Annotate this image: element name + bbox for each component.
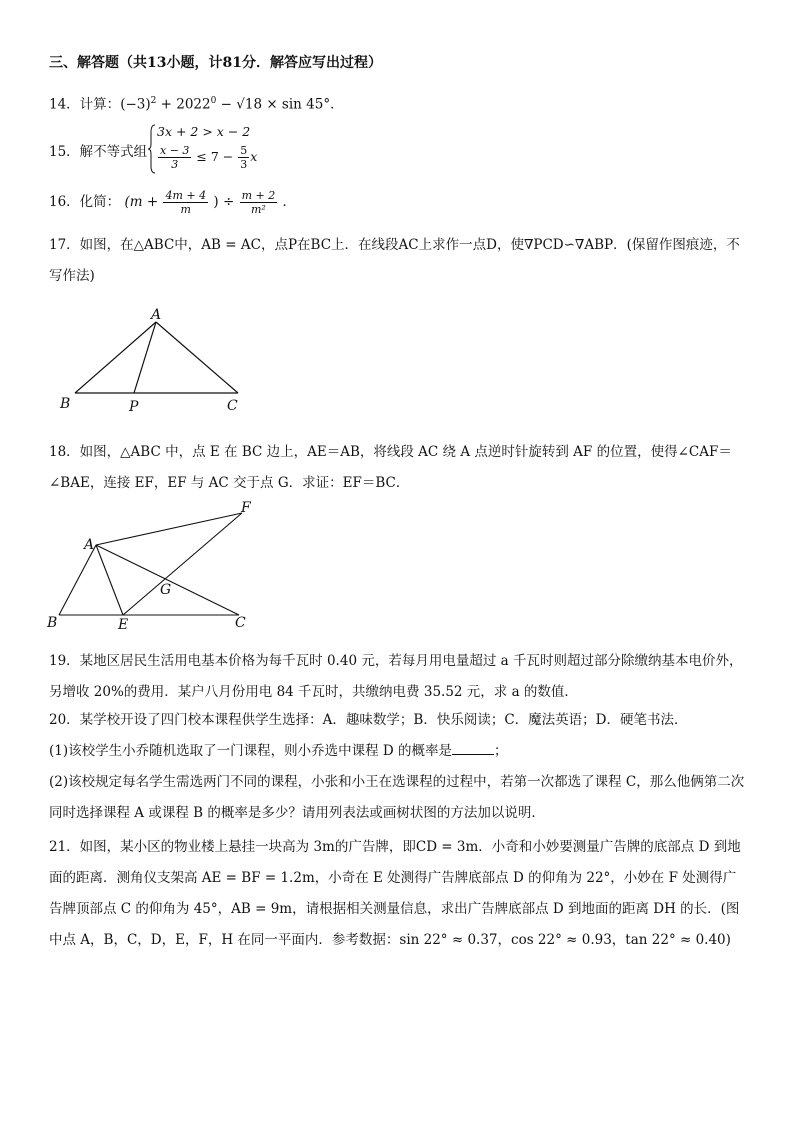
q18-side-ae <box>96 545 123 615</box>
q15-row2 <box>157 144 257 171</box>
q18-label-g: G <box>160 582 172 598</box>
q14-exp2: 0 <box>210 96 217 106</box>
q14-exp1: 2 <box>150 96 157 106</box>
q14-suffix: ． <box>330 96 344 113</box>
q15-frac2: $\frac{5}{3}$ <box>240 144 248 171</box>
q14-prefix: 14．计算： <box>49 96 121 113</box>
q16-frac2: $\frac{m + 2}{\text{m²}}$ <box>241 189 276 216</box>
section-heading: 三、解答题（共13小题，计81分．解答应写出过程） <box>49 55 382 71</box>
q17-figure <box>55 305 255 415</box>
q14-expr1: (−3) <box>120 96 151 113</box>
q18-label-c: C <box>235 615 246 631</box>
q15-frac1: $\frac{x - 3}{3}$ <box>160 144 190 171</box>
q17-label-c: C <box>227 398 238 414</box>
q14-expr3: − √18 × sin 45° <box>216 96 331 113</box>
q16-open: (m + <box>124 194 159 210</box>
q15-row2-mid: ≤ 7 − <box>196 149 234 164</box>
q17-label-p: P <box>129 399 139 415</box>
q17-label-b: B <box>60 396 71 412</box>
q20-part1-text: (1)该校学生小乔随机选取了一门课程，则小乔选中课程 D 的概率是 <box>49 743 453 759</box>
q18-label-a: A <box>84 537 95 553</box>
q18-label-f: F <box>241 500 251 516</box>
question-14 <box>49 92 344 114</box>
q20-part1-end: ； <box>494 743 508 759</box>
q18-label-b: B <box>47 615 58 631</box>
system-brace <box>148 124 156 174</box>
q17-side-ab <box>75 322 156 393</box>
q20-part2: (2)该校规定每名学生需选两门不同的课程，小张和小王在选课程的过程中，若第一次都选了课程 C，那么他俩第二次同时选择课程 A 或课程 B 的概率是多少？请用列表法或画树状图的方法加以说明． <box>49 774 745 821</box>
question-18: 18．如图，△ABC 中，点 E 在 BC 边上，AE＝AB，将线段 AC 绕 A 点逆时针旋转到 AF 的位置，使得∠CAF＝∠BAE，连接 EF，EF 与 AC 交于点 G．求证：EF＝BC． <box>49 444 732 491</box>
q18-side-ac <box>96 545 239 615</box>
q18-side-ef <box>123 513 242 615</box>
q16-prefix: 16．化简： <box>49 194 121 210</box>
q15-prefix: 15．解不等式组 <box>49 144 148 160</box>
q16-close: ) ÷ <box>213 194 235 210</box>
q18-label-e: E <box>118 617 129 633</box>
q18-side-af <box>96 513 242 545</box>
question-19: 19．某地区居民生活用电基本价格为每千瓦时 0.40 元，若每月用电量超过 a 千瓦时则超过部分除缴纳基本电价外，另增收 20%的费用．某户八月份用电 84 千瓦时，共缴纳电费 35.52 元，求 a 的数值． <box>49 653 743 700</box>
q14-expr2: + 2022 <box>156 96 211 113</box>
q18-side-ab <box>59 545 96 615</box>
q17-segment-ap <box>134 322 156 393</box>
question-17: 17．如图，在△ABC中，AB = AC，点P在BC上．在线段AC上求作一点D，使∇PCD∽∇ABP．(保留作图痕迹，不写作法) <box>49 237 740 284</box>
q18-figure <box>45 500 260 635</box>
answer-blank[interactable] <box>452 742 494 755</box>
q15-row2-end: x <box>250 149 258 164</box>
q20-part1 <box>49 742 508 760</box>
question-21: 21．如图，某小区的物业楼上悬挂一块高为 3m的广告牌，即CD = 3m．小奇和小妙要测量广告牌的底部点 D 到地面的距离．测角仪支架高 AE = BF = 1.2m，小奇在 E 处测得广告牌底部点 D 的仰角为 22°，小妙在 F 处测得广告牌顶部点 C 的仰角为 45°，AB = 9m，请根据相关测量信息，求出广告牌底部点 D 到地面的距离 DH 的长．(图中点 A，B，C，D，E，F，H 在同一平面内．参考数据：sin 22° ≈ 0.37，cos 22° ≈ 0.93，tan 22° ≈ 0.40) <box>49 839 741 948</box>
q17-label-a: A <box>151 307 162 323</box>
q17-side-ac <box>156 322 238 393</box>
q16-suffix: ． <box>282 194 296 210</box>
question-16 <box>49 189 296 216</box>
q16-frac1: $\frac{4m + 4}{m}$ <box>165 189 207 216</box>
q15-row1: 3x + 2 > x − 2 <box>157 124 251 139</box>
question-20: 20．某学校开设了四门校本课程供学生选择：A．趣味数学；B．快乐阅读；C．魔法英语；D．硬笔书法． <box>49 712 688 728</box>
